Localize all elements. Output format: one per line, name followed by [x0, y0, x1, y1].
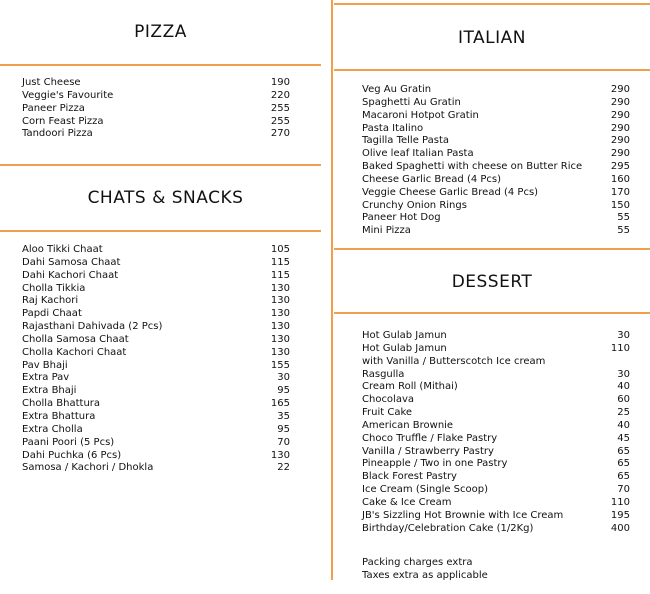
dessert-item-row	[362, 458, 630, 471]
chats-item-row	[22, 308, 290, 321]
item-name: Paani Poori (5 Pcs)	[22, 436, 115, 448]
dessert-heading: DESSERT	[451, 272, 533, 292]
item-name: Cream Roll (Mithai)	[362, 381, 458, 393]
item-name: Macaroni Hotpot Gratin	[362, 109, 479, 121]
dessert-menu-list	[362, 330, 630, 536]
item-price: 40	[617, 419, 630, 431]
italian-menu-list	[362, 84, 630, 238]
item-price: 255	[270, 115, 290, 127]
item-name: Dahi Puchka (6 Pcs)	[22, 449, 122, 461]
item-price: 110	[610, 496, 630, 508]
italian-heading: ITALIAN	[457, 28, 527, 48]
chats-item-row	[22, 283, 290, 296]
item-price: 290	[610, 148, 630, 160]
italian-item-row	[362, 225, 630, 238]
item-name: Veggie's Favourite	[22, 89, 114, 101]
item-name: Extra Cholla	[22, 423, 83, 435]
chats-item-row	[22, 360, 290, 373]
item-price: 190	[270, 77, 290, 88]
item-price: 115	[270, 256, 290, 268]
pizza-item-row	[22, 116, 290, 129]
item-price: 70	[617, 484, 630, 496]
item-price: 55	[617, 212, 630, 224]
pizza-top-rule	[0, 64, 321, 66]
column-divider	[331, 0, 333, 580]
item-name: Pineapple / Two in one Pastry	[362, 458, 508, 470]
item-name: Chocolava	[362, 394, 415, 406]
dessert-item-row	[362, 394, 630, 407]
item-name: Cholla Bhattura	[22, 398, 101, 410]
italian-item-row	[362, 174, 630, 187]
item-price: 160	[610, 173, 630, 185]
item-price: 155	[270, 359, 290, 371]
italian-item-row	[362, 212, 630, 225]
chats-item-row	[22, 270, 290, 283]
item-name: Crunchy Onion Rings	[362, 199, 467, 211]
italian-item-row	[362, 187, 630, 200]
item-price: 60	[617, 394, 630, 406]
pizza-item-row	[22, 90, 290, 103]
item-name: Cake & Ice Cream	[362, 496, 452, 508]
chats-item-row	[22, 321, 290, 334]
item-price: 130	[270, 308, 290, 320]
chats-item-row	[22, 295, 290, 308]
item-price: 130	[270, 449, 290, 461]
pizza-bottom-rule	[0, 164, 321, 166]
item-price: 110	[610, 342, 630, 354]
chats-item-row	[22, 372, 290, 385]
dessert-item-row	[362, 369, 630, 382]
item-price: 195	[610, 509, 630, 521]
item-name: Cheese Garlic Bread (4 Pcs)	[362, 173, 502, 185]
item-name: Vanilla / Strawberry Pastry	[362, 445, 494, 457]
item-name: Hot Gulab Jamun	[362, 330, 447, 341]
item-name: Just Cheese	[22, 77, 81, 88]
item-price: 220	[270, 89, 290, 101]
dessert-item-row	[362, 510, 630, 523]
dessert-item-row	[362, 523, 630, 536]
item-name: Papdi Chaat	[22, 308, 82, 320]
chats-item-row	[22, 334, 290, 347]
italian-item-row	[362, 200, 630, 213]
chats-item-row	[22, 450, 290, 463]
item-name: Dahi Kachori Chaat	[22, 269, 119, 281]
italian-item-row	[362, 123, 630, 136]
chats-item-row	[22, 244, 290, 257]
item-name: Dahi Samosa Chaat	[22, 256, 121, 268]
dessert-item-row	[362, 433, 630, 446]
dessert-item-row	[362, 484, 630, 497]
item-price: 65	[617, 445, 630, 457]
item-price: 30	[617, 368, 630, 380]
item-name: Tagilla Telle Pasta	[362, 135, 449, 147]
item-price: 115	[270, 269, 290, 281]
item-price: 165	[270, 398, 290, 410]
item-name: JB's Sizzling Hot Brownie with Ice Cream	[362, 509, 564, 521]
item-price: 150	[610, 199, 630, 211]
item-price: 290	[610, 84, 630, 95]
chats-item-row	[22, 385, 290, 398]
item-price: 22	[277, 462, 290, 474]
item-price: 400	[610, 522, 630, 534]
item-price: 65	[617, 458, 630, 470]
item-price: 130	[270, 333, 290, 345]
pizza-item-row	[22, 77, 290, 90]
item-price: 25	[617, 407, 630, 419]
dessert-item-row	[362, 497, 630, 510]
item-name: Rajasthani Dahivada (2 Pcs)	[22, 321, 163, 333]
item-price: 290	[610, 96, 630, 108]
item-price: 70	[277, 436, 290, 448]
chats-item-row	[22, 347, 290, 360]
item-price: 130	[270, 282, 290, 294]
pizza-heading: PIZZA	[134, 22, 187, 42]
item-name: Rasgulla	[362, 368, 405, 380]
item-name: Corn Feast Pizza	[22, 115, 104, 127]
item-name: Spaghetti Au Gratin	[362, 96, 461, 108]
dessert-item-row	[362, 381, 630, 394]
item-name: Aloo Tikki Chaat	[22, 244, 103, 255]
item-price: 295	[610, 161, 630, 173]
chats-item-row	[22, 424, 290, 437]
item-name: with Vanilla / Butterscotch Ice cream	[362, 355, 546, 367]
item-price: 40	[617, 381, 630, 393]
italian-item-row	[362, 97, 630, 110]
italian-bottom-rule	[334, 248, 650, 250]
chats-item-row	[22, 257, 290, 270]
item-price: 55	[617, 225, 630, 237]
item-price: 130	[270, 321, 290, 333]
note-taxes: Taxes extra as applicable	[362, 570, 488, 581]
item-name: Ice Cream (Single Scoop)	[362, 484, 489, 496]
item-name: Extra Bhaji	[22, 385, 77, 397]
chats-item-row	[22, 398, 290, 411]
item-name: Raj Kachori	[22, 295, 79, 307]
chats-top-rule	[0, 230, 321, 232]
item-price: 35	[277, 410, 290, 422]
item-name: Extra Pav	[22, 372, 70, 384]
chats-menu-list	[22, 244, 290, 475]
italian-item-row	[362, 135, 630, 148]
italian-item-row	[362, 84, 630, 97]
item-price: 105	[270, 244, 290, 255]
item-name: Birthday/Celebration Cake (1/2Kg)	[362, 522, 534, 534]
item-price: 30	[617, 330, 630, 341]
item-name: Cholla Tikkia	[22, 282, 86, 294]
item-name: Fruit Cake	[362, 407, 413, 419]
dessert-item-row	[362, 330, 630, 343]
pizza-item-row	[22, 128, 290, 141]
item-price: 45	[617, 432, 630, 444]
item-name: American Brownie	[362, 419, 454, 431]
item-price: 270	[270, 128, 290, 140]
item-name: Black Forest Pastry	[362, 471, 457, 483]
item-name: Pav Bhaji	[22, 359, 68, 371]
italian-item-row	[362, 110, 630, 123]
item-name: Baked Spaghetti with cheese on Butter Rice	[362, 161, 583, 173]
italian-mid-rule	[334, 69, 650, 71]
item-price: 255	[270, 102, 290, 114]
chats-item-row	[22, 462, 290, 475]
item-name: Samosa / Kachori / Dhokla	[22, 462, 154, 474]
item-price: 95	[277, 423, 290, 435]
italian-item-row	[362, 161, 630, 174]
italian-top-rule	[334, 3, 650, 5]
dessert-item-row	[362, 407, 630, 420]
item-name: Tandoori Pizza	[22, 128, 93, 140]
dessert-item-row	[362, 420, 630, 433]
item-name: Choco Truffle / Flake Pastry	[362, 432, 498, 444]
item-price: 130	[270, 346, 290, 358]
note-packing: Packing charges extra	[362, 557, 473, 568]
dessert-item-row	[362, 446, 630, 459]
dessert-item-row	[362, 471, 630, 484]
italian-item-row	[362, 148, 630, 161]
item-name: Hot Gulab Jamun	[362, 342, 447, 354]
item-name: Extra Bhattura	[22, 410, 96, 422]
item-name: Paneer Hot Dog	[362, 212, 441, 224]
item-name: Pasta Italino	[362, 122, 424, 134]
dessert-top-rule	[334, 312, 650, 314]
item-name: Cholla Samosa Chaat	[22, 333, 129, 345]
item-name: Olive leaf Italian Pasta	[362, 148, 474, 160]
chats-item-row	[22, 437, 290, 450]
chats-item-row	[22, 411, 290, 424]
item-price: 65	[617, 471, 630, 483]
notes	[362, 556, 488, 582]
item-price: 95	[277, 385, 290, 397]
item-price: 30	[277, 372, 290, 384]
pizza-menu-list	[22, 77, 290, 141]
item-name: Veggie Cheese Garlic Bread (4 Pcs)	[362, 186, 539, 198]
item-price: 290	[610, 122, 630, 134]
chats-heading: CHATS & SNACKS	[87, 188, 244, 208]
item-price: 290	[610, 109, 630, 121]
dessert-item-row	[362, 356, 630, 369]
item-name: Veg Au Gratin	[362, 84, 432, 95]
item-name: Cholla Kachori Chaat	[22, 346, 127, 358]
item-price: 170	[610, 186, 630, 198]
dessert-item-row	[362, 343, 630, 356]
item-name: Paneer Pizza	[22, 102, 85, 114]
item-name: Mini Pizza	[362, 225, 411, 237]
item-price: 130	[270, 295, 290, 307]
pizza-item-row	[22, 103, 290, 116]
item-price: 290	[610, 135, 630, 147]
